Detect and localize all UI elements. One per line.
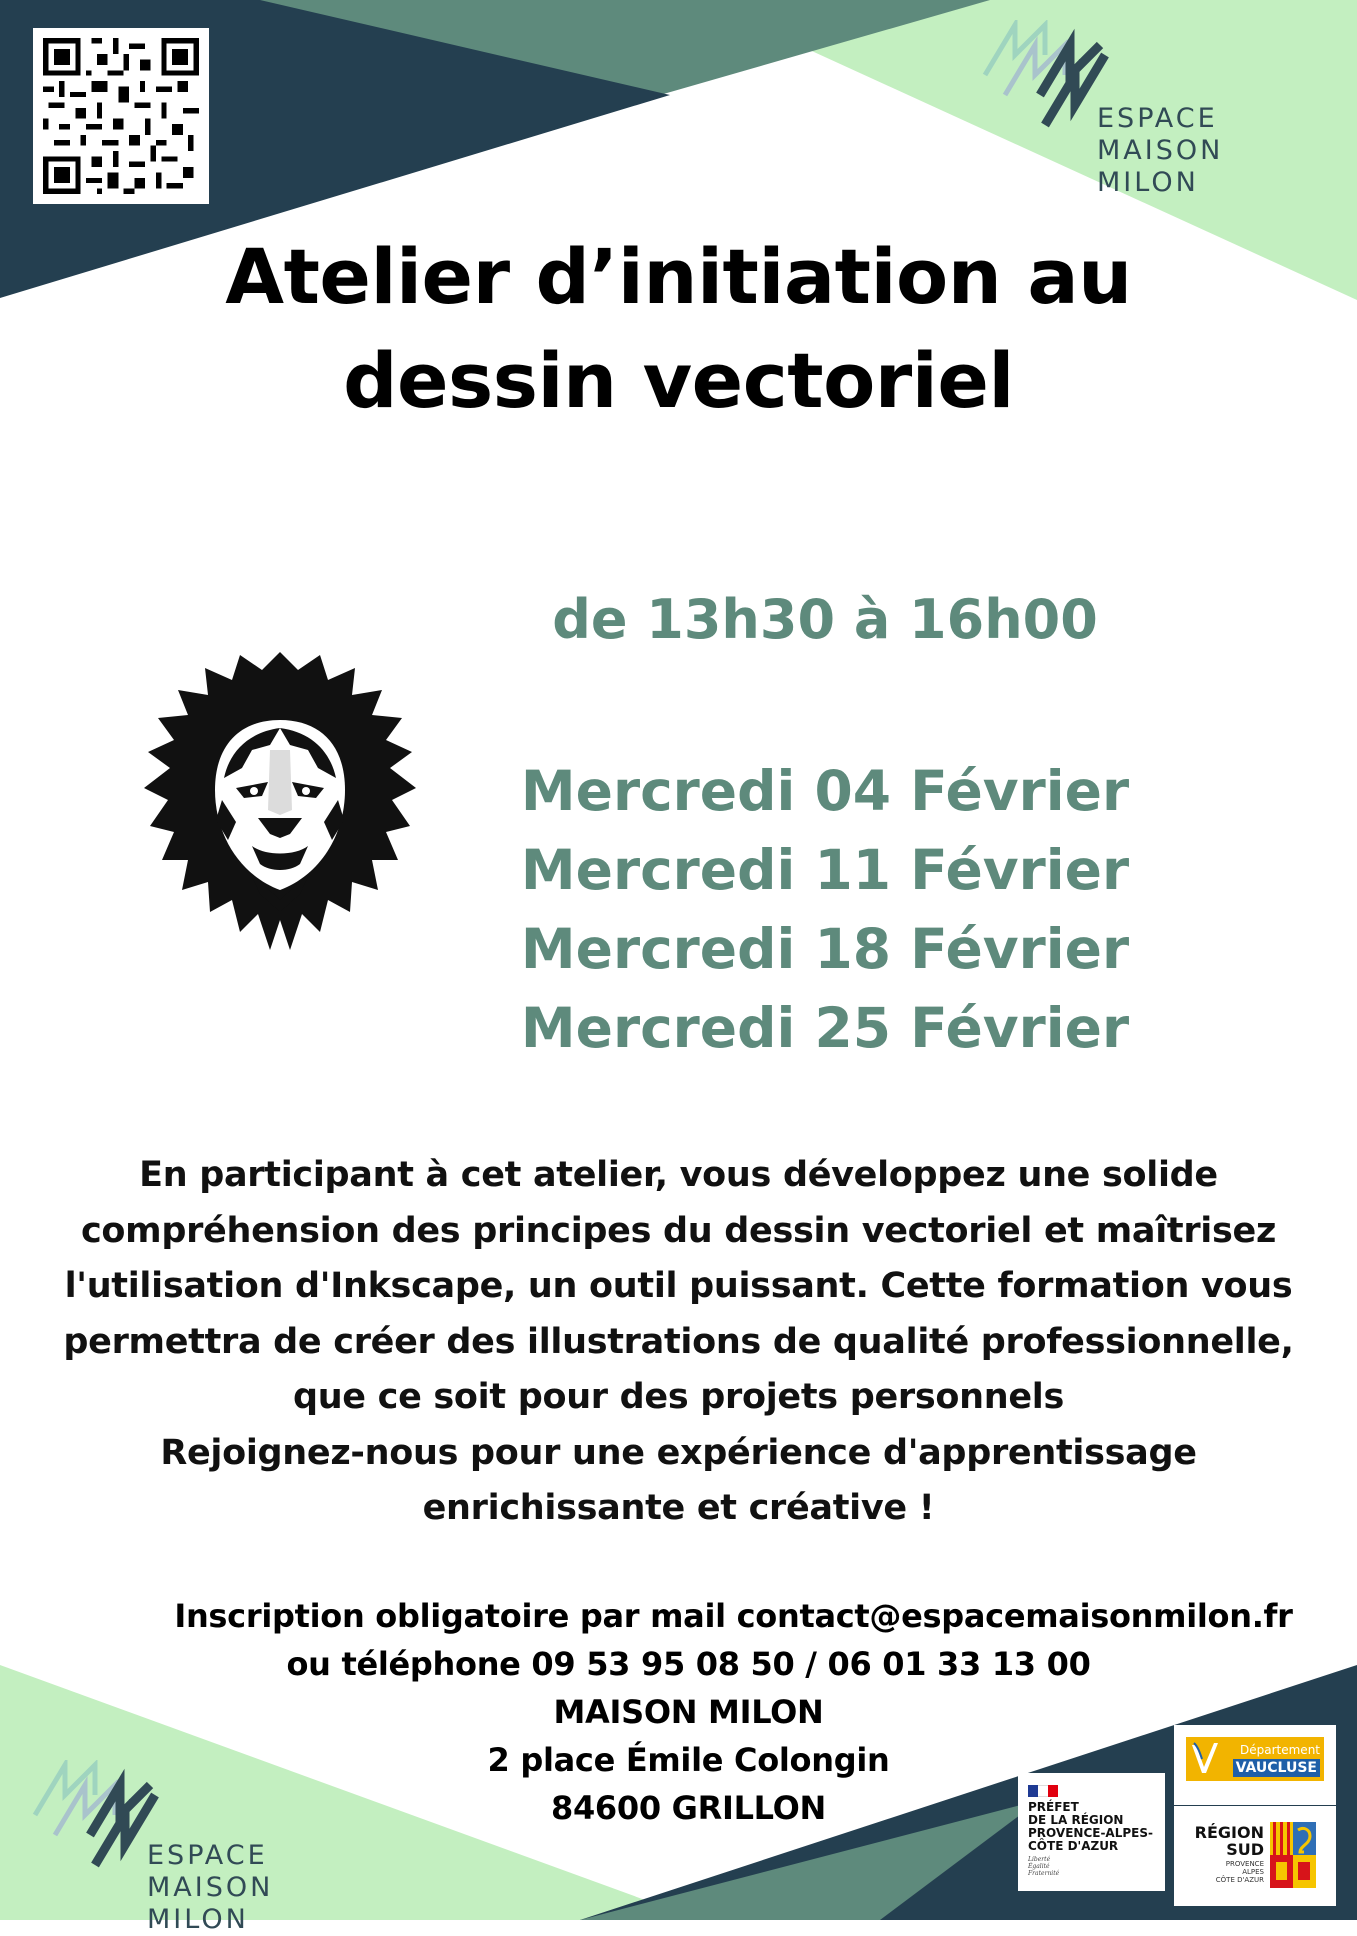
logo-line-1: ESPACE [147, 1840, 268, 1871]
organizer-logo-top [975, 20, 1335, 198]
description-line: permettra de créer des illustrations de qualité professionnelle, [63, 1321, 1294, 1362]
description-line: compréhension des principes du dessin vectoriel et maîtrisez [80, 1210, 1277, 1251]
region-sub-line: ALPES [1242, 1868, 1264, 1876]
date-item: Mercredi 04 Février [520, 759, 1130, 823]
venue-city: 84600 GRILLON [550, 1789, 826, 1827]
prefet-line: CÔTE D'AZUR [1028, 1839, 1119, 1853]
region-sud-shield-icon [1270, 1822, 1316, 1888]
prefet-line: DE LA RÉGION [1028, 1813, 1124, 1827]
prefet-line: PRÉFET [1028, 1800, 1079, 1814]
french-flag-icon [1028, 1785, 1058, 1797]
qr-code[interactable] [33, 28, 209, 204]
workshop-description [20, 1148, 1337, 1537]
motto-line: Égalité [1028, 1863, 1050, 1870]
organizer-logo-bottom [25, 1760, 385, 1935]
logo-line-1: ESPACE [1097, 103, 1218, 134]
phone-line[interactable]: ou téléphone 09 53 95 08 50 / 06 01 33 13 00 [286, 1645, 1091, 1683]
lion-head-icon [140, 650, 420, 960]
page-title [0, 225, 1357, 433]
region-title-line: RÉGION [1194, 1823, 1264, 1842]
prefet-line: PROVENCE-ALPES- [1028, 1826, 1153, 1840]
schedule-time: de 13h30 à 16h00 [552, 588, 1098, 651]
title-line-1: Atelier d’initiation au [225, 232, 1132, 321]
motto-line: Liberté [1028, 1856, 1051, 1863]
description-line: En participant à cet atelier, vous développez une solide [139, 1155, 1218, 1195]
motto-line: Fraternité [1028, 1870, 1060, 1877]
sponsor-region-sud [1174, 1806, 1336, 1906]
venue-name: MAISON MILON [553, 1693, 824, 1731]
region-subtitle [1192, 1860, 1264, 1884]
sponsor-prefet [1018, 1773, 1165, 1891]
date-item: Mercredi 11 Février [520, 838, 1130, 902]
prefet-motto [1028, 1856, 1155, 1877]
description-line: enrichissante et créative ! [422, 1488, 935, 1528]
region-sub-line: CÔTE D'AZUR [1215, 1876, 1264, 1884]
description-line: Rejoignez-nous pour une expérience d'apprentissage [160, 1432, 1197, 1473]
region-sub-line: PROVENCE [1225, 1860, 1264, 1868]
sponsor-vaucluse [1174, 1725, 1336, 1805]
logo-line-2: MAISON MILON [1097, 135, 1224, 198]
vaucluse-label: Département [1240, 1743, 1320, 1757]
region-title-line: SUD [1226, 1840, 1264, 1859]
espace-maison-milon-logo-icon [975, 20, 1110, 135]
vaucluse-name: VAUCLUSE [1233, 1759, 1320, 1777]
title-line-2: dessin vectoriel [343, 336, 1014, 425]
vaucluse-v-icon [1190, 1741, 1220, 1777]
logo-line-2: MAISON MILON [147, 1872, 274, 1935]
registration-line[interactable]: Inscription obligatoire par mail contact@espacemaisonmilon.fr [174, 1597, 1293, 1635]
description-line: l'utilisation d'Inkscape, un outil puissant. Cette formation vous [64, 1266, 1293, 1306]
date-item: Mercredi 18 Février [520, 917, 1130, 981]
region-title [1192, 1824, 1264, 1858]
schedule-dates [500, 752, 1150, 1068]
description-line: que ce soit pour des projets personnels [292, 1377, 1065, 1417]
espace-maison-milon-logo-icon [25, 1760, 160, 1875]
date-item: Mercredi 25 Février [520, 996, 1130, 1060]
qr-code-icon [43, 38, 199, 194]
venue-street: 2 place Émile Colongin [487, 1741, 890, 1779]
